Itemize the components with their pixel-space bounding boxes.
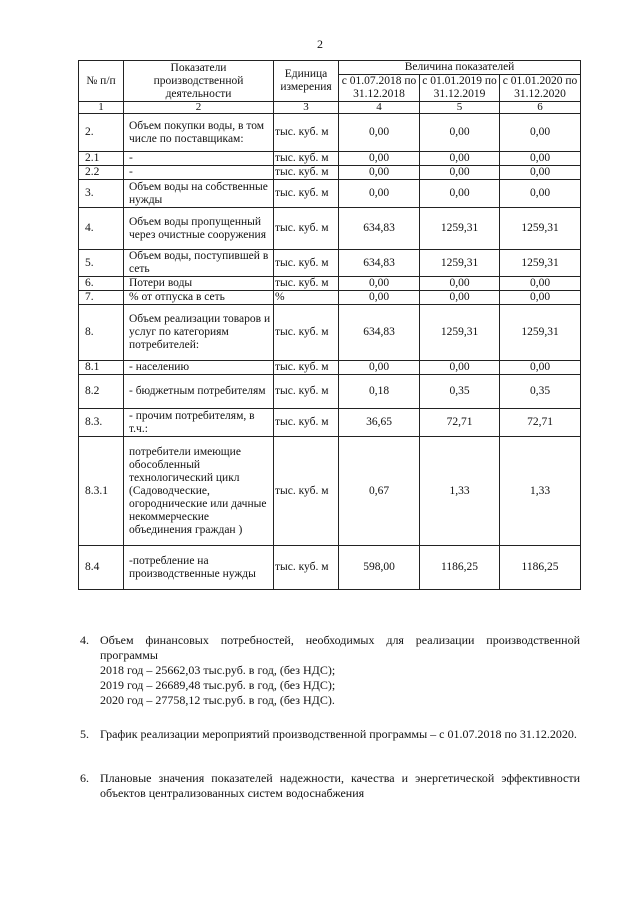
note-line: 2019 год – 26689,48 тыс.руб. в год, (без НДС); [100, 678, 336, 692]
row-num: 2.1 [79, 152, 124, 166]
row-num: 8.3. [79, 409, 124, 437]
row-value-2020: 1,33 [500, 437, 581, 546]
note-number: 4. [80, 633, 89, 647]
header-period-2: с 01.01.2019 по 31.12.2019 [420, 75, 500, 102]
note-text: Плановые значения показателей надежности, качества и энергетической эффективности объектов централизованных систем водоснабжения [100, 771, 580, 800]
row-num: 8. [79, 305, 124, 361]
index-cell: 6 [500, 102, 581, 114]
row-unit: тыс. куб. м [274, 166, 339, 180]
row-unit: тыс. куб. м [274, 208, 339, 250]
row-value-2020: 1186,25 [500, 546, 581, 590]
row-value-2020: 1259,31 [500, 208, 581, 250]
row-value-2020: 0,00 [500, 180, 581, 208]
note-6 [80, 771, 580, 801]
row-num: 6. [79, 277, 124, 291]
table-row [79, 208, 581, 250]
row-name: - населению [124, 361, 274, 375]
row-value-2020: 0,00 [500, 152, 581, 166]
row-value-2019: 1259,31 [420, 208, 500, 250]
row-value-2020: 0,35 [500, 375, 581, 409]
row-name: Объем воды, поступившей в сеть [124, 250, 274, 277]
row-num: 3. [79, 180, 124, 208]
row-name: % от отпуска в сеть [124, 291, 274, 305]
row-name: Объем воды на собственные нужды [124, 180, 274, 208]
row-value-2020: 1259,31 [500, 305, 581, 361]
row-unit: тыс. куб. м [274, 250, 339, 277]
row-value-2020: 0,00 [500, 114, 581, 152]
row-name: - [124, 152, 274, 166]
row-value-2019: 0,00 [420, 114, 500, 152]
row-value-2018: 36,65 [339, 409, 420, 437]
row-name: Объем воды пропущенный через очистные сооружения [124, 208, 274, 250]
header-group: Величина показателей [339, 61, 581, 75]
note-number: 6. [80, 771, 89, 785]
note-text: График реализации мероприятий производственной программы – с 01.07.2018 по 31.12.2020. [100, 727, 577, 741]
row-value-2018: 0,00 [339, 361, 420, 375]
row-num: 8.4 [79, 546, 124, 590]
row-name: Объем покупки воды, в том числе по поставщикам: [124, 114, 274, 152]
row-value-2018: 0,00 [339, 291, 420, 305]
row-value-2019: 0,00 [420, 361, 500, 375]
table-row [79, 277, 581, 291]
row-value-2019: 1259,31 [420, 305, 500, 361]
row-value-2018: 598,00 [339, 546, 420, 590]
page-number: 2 [317, 37, 323, 51]
table-row [79, 291, 581, 305]
header-unit: Единица измерения [274, 61, 339, 102]
table-row [79, 437, 581, 546]
index-cell: 1 [79, 102, 124, 114]
header-period-3: с 01.01.2020 по 31.12.2020 [500, 75, 581, 102]
row-name: Потери воды [124, 277, 274, 291]
row-unit: тыс. куб. м [274, 114, 339, 152]
table-row [79, 546, 581, 590]
index-cell: 5 [420, 102, 500, 114]
row-value-2019: 0,00 [420, 166, 500, 180]
row-unit: тыс. куб. м [274, 375, 339, 409]
header-num: № п/п [79, 61, 124, 102]
row-name: - бюджетным потребителям [124, 375, 274, 409]
index-cell: 4 [339, 102, 420, 114]
row-value-2019: 72,71 [420, 409, 500, 437]
row-value-2018: 0,00 [339, 180, 420, 208]
row-unit: % [274, 291, 339, 305]
table-row [79, 166, 581, 180]
row-value-2019: 0,00 [420, 291, 500, 305]
row-unit: тыс. куб. м [274, 180, 339, 208]
row-value-2018: 0,00 [339, 152, 420, 166]
row-value-2019: 0,35 [420, 375, 500, 409]
header-name: Показатели производственной деятельности [124, 61, 274, 102]
table-row [79, 305, 581, 361]
note-number: 5. [80, 727, 89, 741]
row-unit: тыс. куб. м [274, 361, 339, 375]
row-name: потребители имеющие обособленный технологический цикл (Садоводческие, огороднические или дачные некоммерческие объединения граждан ) [124, 437, 274, 546]
row-value-2018: 0,00 [339, 277, 420, 291]
row-name: - прочим потребителям, в т.ч.: [124, 409, 274, 437]
row-unit: тыс. куб. м [274, 437, 339, 546]
row-name: -потребление на производственные нужды [124, 546, 274, 590]
table-row [79, 361, 581, 375]
row-value-2019: 1259,31 [420, 250, 500, 277]
indicators-table [78, 60, 581, 590]
note-4 [80, 633, 580, 708]
row-value-2018: 0,18 [339, 375, 420, 409]
row-value-2019: 0,00 [420, 180, 500, 208]
row-unit: тыс. куб. м [274, 409, 339, 437]
row-num: 8.1 [79, 361, 124, 375]
row-value-2019: 0,00 [420, 152, 500, 166]
row-name: - [124, 166, 274, 180]
row-value-2018: 0,00 [339, 166, 420, 180]
row-value-2020: 1259,31 [500, 250, 581, 277]
row-value-2018: 634,83 [339, 250, 420, 277]
row-unit: тыс. куб. м [274, 152, 339, 166]
row-num: 2. [79, 114, 124, 152]
row-value-2018: 634,83 [339, 208, 420, 250]
row-unit: тыс. куб. м [274, 546, 339, 590]
index-cell: 3 [274, 102, 339, 114]
index-cell: 2 [124, 102, 274, 114]
row-value-2020: 0,00 [500, 291, 581, 305]
row-unit: тыс. куб. м [274, 305, 339, 361]
row-num: 8.3.1 [79, 437, 124, 546]
row-num: 2.2 [79, 166, 124, 180]
note-5 [80, 727, 580, 742]
note-line: 2018 год – 25662,03 тыс.руб. в год, (без НДС); [100, 663, 336, 677]
table-row [79, 409, 581, 437]
row-value-2019: 1186,25 [420, 546, 500, 590]
row-value-2020: 0,00 [500, 361, 581, 375]
note-line: 2020 год – 27758,12 тыс.руб. в год, (без НДС). [100, 693, 335, 707]
row-value-2020: 0,00 [500, 166, 581, 180]
row-value-2018: 0,67 [339, 437, 420, 546]
row-value-2020: 0,00 [500, 277, 581, 291]
row-name: Объем реализации товаров и услуг по категориям потребителей: [124, 305, 274, 361]
table-row [79, 250, 581, 277]
row-value-2019: 1,33 [420, 437, 500, 546]
row-num: 5. [79, 250, 124, 277]
table-row [79, 180, 581, 208]
note-text: Объем финансовых потребностей, необходимых для реализации производственной программы [100, 633, 580, 662]
table-row [79, 114, 581, 152]
row-value-2018: 0,00 [339, 114, 420, 152]
row-value-2020: 72,71 [500, 409, 581, 437]
row-num: 4. [79, 208, 124, 250]
row-num: 7. [79, 291, 124, 305]
row-unit: тыс. куб. м [274, 277, 339, 291]
row-value-2018: 634,83 [339, 305, 420, 361]
row-value-2019: 0,00 [420, 277, 500, 291]
table-row [79, 152, 581, 166]
header-period-1: с 01.07.2018 по 31.12.2018 [339, 75, 420, 102]
row-num: 8.2 [79, 375, 124, 409]
table-row [79, 375, 581, 409]
